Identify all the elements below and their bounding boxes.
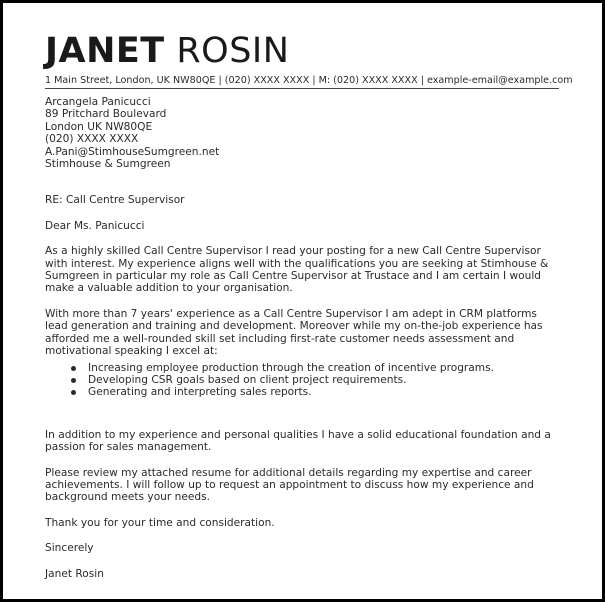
header-divider [45,88,559,89]
recipient-email: A.Pani@StimhouseSumgreen.net [45,145,220,158]
recipient-city: London UK NW80QE [45,120,153,133]
list-item: Developing CSR goals based on client project requirements. [88,374,561,386]
recipient-phone: (020) XXXX XXXX [45,133,139,146]
sender-contact-line: 1 Main Street, London, UK NW80QE | (020) XXXX XXXX | M: (020) XXXX XXXX | example-email@example.com [45,75,573,86]
letter-paragraph-1: As a highly skilled Call Centre Supervisor I read your posting for a new Call Centre Supervisor with interest. My experience aligns well with the qualifications you are seeking at Stimhouse & Sumgreen in particular my role as Call Centre Supervisor at Trustace and I am certain I would make a valuable addition to your organisation. [45,245,549,295]
letter-closing: Sincerely [45,542,94,555]
recipient-address [45,96,561,170]
bullet-icon [71,390,76,395]
letter-paragraph-2: With more than 7 years' experience as a Call Centre Supervisor I am adept in CRM platforms lead generation and training and development. Moreover while my on-the-job experience has afforded me a well-rounded skill set including first-rate customer needs assessment and motivational speaking I excel at: [45,307,543,358]
letter-salutation: Dear Ms. Panicucci [45,219,145,232]
sender-first-name: JANET [45,31,165,71]
skills-list [45,362,561,399]
recipient-company: Stimhouse & Sumgreen [45,158,171,171]
sender-name [45,31,289,71]
list-item: Increasing employee production through the creation of incentive programs. [88,362,561,374]
recipient-name: Arcangela Panicucci [45,96,151,108]
sender-last-name: ROSIN [176,31,290,71]
list-item: Generating and interpreting sales reports. [88,386,561,398]
recipient-street: 89 Pritchard Boulevard [45,108,167,121]
letter-signature: Janet Rosin [45,567,104,580]
bullet-icon [71,366,76,371]
letter-body [45,96,561,580]
bullet-icon [71,378,76,383]
letter-subject: RE: Call Centre Supervisor [45,194,185,207]
letter-paragraph-5: Thank you for your time and consideration. [45,516,275,529]
letter-paragraph-4: Please review my attached resume for additional details regarding my expertise and career achievements. I will follow up to request an appointment to discuss how my experience and background meets your needs. [45,466,534,504]
letter-paragraph-3: In addition to my experience and personal qualities I have a solid educational foundation and a passion for sales management. [45,428,551,454]
